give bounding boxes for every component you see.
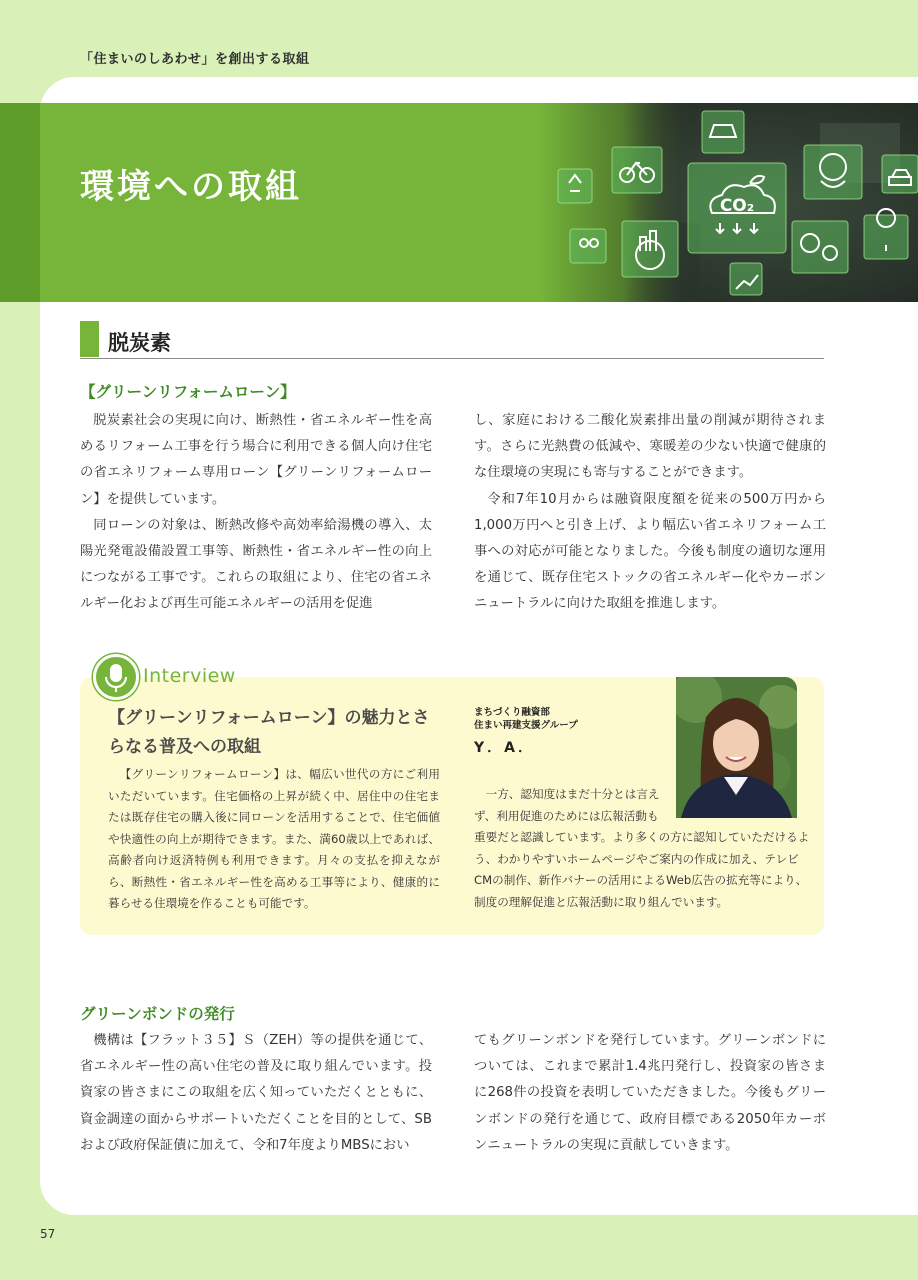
lightbulb-icon (864, 215, 908, 259)
hero-banner (0, 103, 918, 302)
interviewee-photo (676, 677, 797, 818)
section-heading-bar (80, 321, 99, 357)
section-heading-text: 脱炭素 (108, 331, 171, 355)
paragraph: てもグリーンボンドを発行しています。グリーンボンドについては、これまで累計1.4兆円発行し、投資家の皆さまに268件の投資を表明していただきました。今後もグリーンボンドの発行を通じて、政府目標である2050年カーボンニュートラルの実現に貢献していきます。 (474, 1033, 826, 1153)
interviewee-department (474, 706, 578, 732)
paragraph: 重要だと認識しています。より多くの方に認知していただけるよう、わかりやすいホームページやご案内の作成に加え、テレビCMの制作、新作バナーの活用によるWeb広告の拡充等により、制度の理解促進と広報活動に取り組んでいます。 (474, 830, 810, 909)
paragraph: 同ローンの対象は、断熱改修や高効率給湯機の導入、太陽光発電設備設置工事等、断熱性・省エネルギー性の向上につながる工事です。これらの取組により、住宅の省エネルギー化および再生可能エネルギーの活用を促進 (80, 517, 432, 612)
interview-text-left (108, 764, 440, 915)
interview-label: Interview (143, 665, 236, 687)
car-icon (882, 155, 918, 193)
page-title: 環境への取組 (80, 167, 302, 207)
interview-title: 【グリーンリフォームローン】の魅力とさらなる普及への取組 (108, 708, 430, 757)
interview-text-right-bottom (474, 827, 814, 913)
body-column-left (80, 408, 432, 618)
subheading-green-reform-loan: 【グリーンリフォームローン】 (80, 383, 296, 401)
bicycle-icon (612, 147, 662, 193)
subheading-green-bond: グリーンボンドの発行 (80, 1005, 235, 1023)
growth-chart-icon (730, 263, 762, 295)
paragraph: 機構は【フラット３５】Ｓ（ZEH）等の提供を通じて、省エネルギー性の高い住宅の普及に取り組んでいます。投資家の皆さまにこの取組を広く知っていただくとともに、資金調達の面からサポートいただくことを目的として、SBおよび政府保証債に加えて、令和7年度よりMBSにおい (80, 1033, 432, 1153)
interview-text-right-top (474, 784, 669, 827)
hero-accent-bar (0, 103, 40, 302)
group-name: 住まい再建支援グループ (474, 720, 578, 731)
interviewee-name: Y．A． (474, 740, 535, 756)
paragraph: 一方、認知度はまだ十分とは言えず、利用促進のためには広報活動も (474, 787, 660, 823)
paragraph: 令和7年10月からは融資限度額を従来の500万円から1,000万円へと引き上げ、より幅広い省エネリフォーム工事への対応が可能となりました。今後も制度の適切な運用を通じて、既存住宅ストックの省エネルギー化やカーボンニュートラルに向けた取組を推進します。 (474, 491, 826, 612)
department-name: まちづくり融資部 (474, 707, 550, 718)
body-column-right (474, 408, 826, 618)
bond-column-left (80, 1028, 432, 1159)
bond-column-right (474, 1028, 826, 1159)
section-heading (80, 321, 824, 359)
page-number: 57 (40, 1227, 56, 1241)
paragraph: し、家庭における二酸化炭素排出量の削減が期待されます。さらに光熱費の低減や、寒暖差の少ない快適で健康的な住環境の実現にも寄与することができます。 (474, 413, 826, 481)
svg-text:CO₂: CO₂ (719, 196, 755, 216)
section-tag: 「住まいのしあわせ」を創出する取組 (80, 52, 310, 67)
gears-icon (792, 221, 848, 273)
solar-panel-icon (702, 111, 744, 153)
hero-photo (540, 103, 918, 302)
paragraph: 脱炭素社会の実現に向け、断熱性・省エネルギー性を高めるリフォーム工事を行う場合に利用できる個人向け住宅の省エネリフォーム専用ローン【グリーンリフォームローン】を提供しています。 (80, 413, 432, 507)
microphone-icon (93, 654, 139, 700)
paragraph: 【グリーンリフォームローン】は、幅広い世代の方にご利用いただいています。住宅価格の上昇が続く中、居住中の住宅または既存住宅の購入後に同ローンを活用することで、住宅価値や快適性の向上が期待できます。また、満60歳以上であれば、高齢者向け返済特例も利用できます。月々の支払を抑えながら、断熱性・省エネルギー性を高める工事等により、健康的に暮らせる住環境を作ることも可能です。 (108, 767, 440, 910)
